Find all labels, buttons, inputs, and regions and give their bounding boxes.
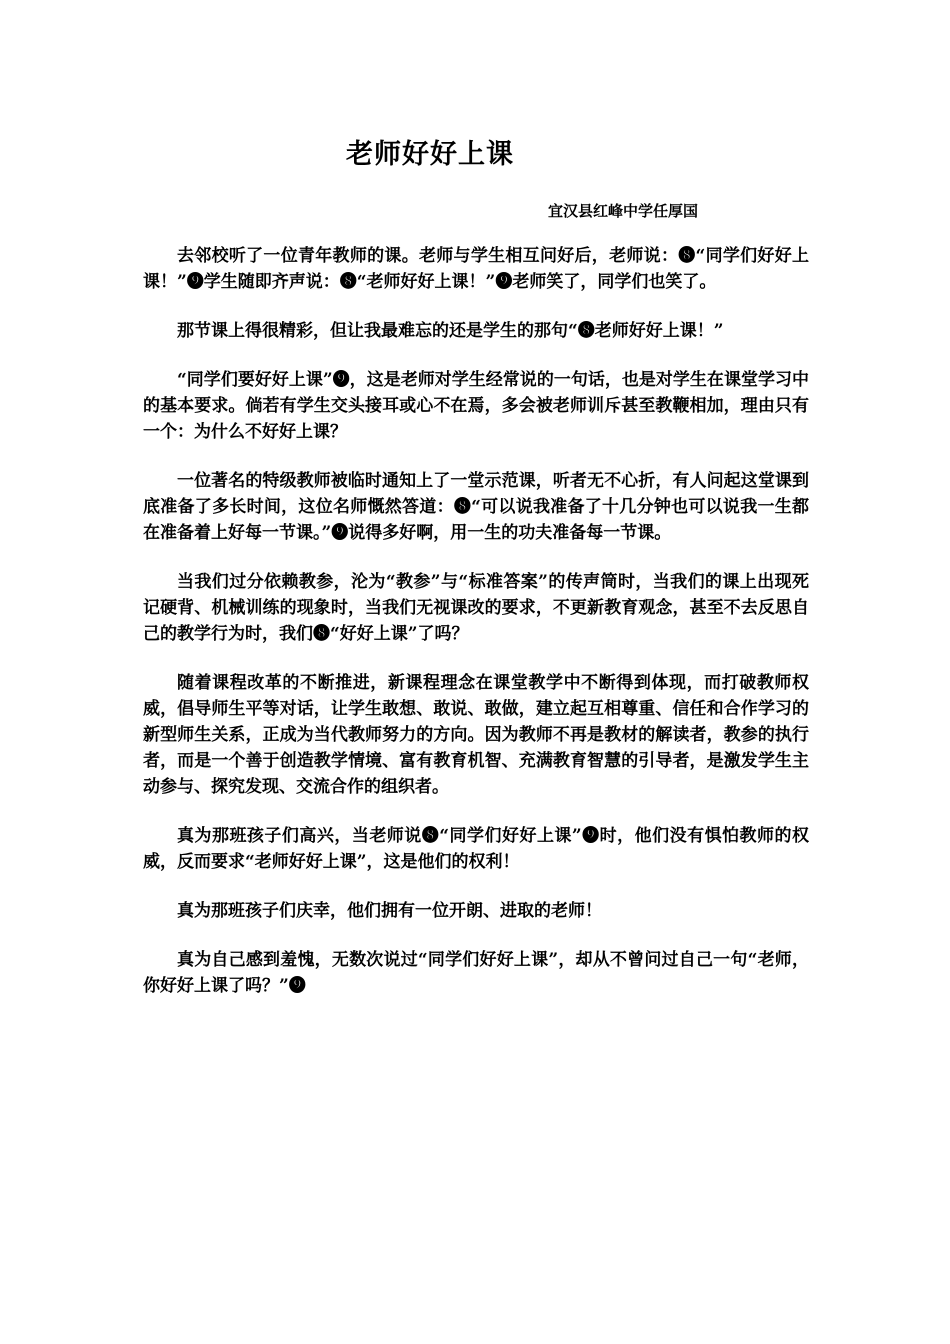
paragraph: 那节课上得很精彩，但让我最难忘的还是学生的那句“❽老师好好上课！” bbox=[177, 321, 724, 341]
paragraph: 当我们过分依赖教参，沦为“教参”与“标准答案”的传声筒时，当我们的课上出现死记硬背、机械训练的现象时，当我们无视课改的要求，不更新教育观念，甚至不去反思自己的教学行为时，我们❽“好好上课”了吗？ bbox=[143, 572, 809, 644]
paragraph: 去邻校听了一位青年教师的课。老师与学生相互问好后，老师说：❽“同学们好好上课！”❾学生随即齐声说：❽“老师好好上课！”❾老师笑了，同学们也笑了。 bbox=[143, 246, 809, 292]
document-title: 老师好好上课 bbox=[346, 139, 514, 170]
document-body bbox=[143, 243, 809, 1022]
paragraph: 真为那班孩子们高兴，当老师说❽“同学们好好上课”❾时，他们没有惧怕教师的权威，反而要求“老师好好上课”，这是他们的权利！ bbox=[143, 826, 809, 872]
document-author: 宜汉县红峰中学任厚国 bbox=[548, 202, 699, 220]
paragraph: 随着课程改革的不断推进，新课程理念在课堂教学中不断得到体现，而打破教师权威，倡导师生平等对话，让学生敢想、敢说、敢做，建立起互相尊重、信任和合作学习的新型师生关系，正成为当代教师努力的方向。因为教师不再是教材的解读者，教参的执行者，而是一个善于创造教学情境、富有教育机智、充满教育智慧的引导者，是激发学生主动参与、探究发现、交流合作的组织者。 bbox=[143, 673, 809, 797]
paragraph: 一位著名的特级教师被临时通知上了一堂示范课，听者无不心折，有人问起这堂课到底准备了多长时间，这位名师慨然答道：❽“可以说我准备了十几分钟也可以说我一生都在准备着上好每一节课。”❾说得多好啊，用一生的功夫准备每一节课。 bbox=[143, 471, 809, 543]
paragraph: “同学们要好好上课”❾，这是老师对学生经常说的一句话，也是对学生在课堂学习中的基本要求。倘若有学生交头接耳或心不在焉，多会被老师训斥甚至教鞭相加，理由只有一个：为什么不好好上课？ bbox=[143, 370, 809, 442]
paragraph: 真为那班孩子们庆幸，他们拥有一位开朗、进取的老师！ bbox=[177, 901, 602, 921]
paragraph: 真为自己感到羞愧，无数次说过“同学们好好上课”，却从不曾问过自己一句“老师，你好好上课了吗？”❾ bbox=[143, 950, 809, 996]
